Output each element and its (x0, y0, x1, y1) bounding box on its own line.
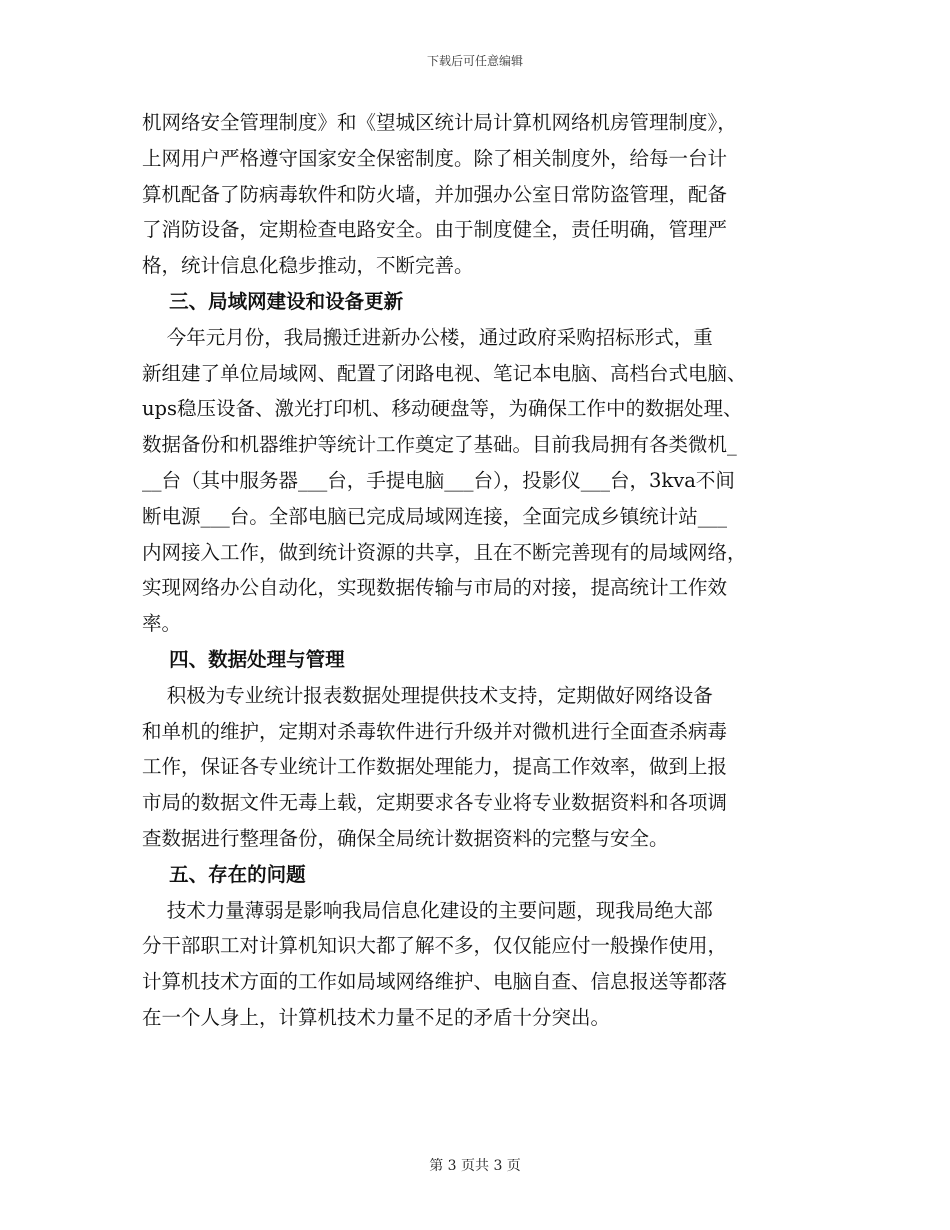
text-line: 算机配备了防病毒软件和防火墙，并加强办公室日常防盗管理，配备 (142, 182, 728, 206)
section-heading: 五、存在的问题 (142, 862, 306, 886)
text-line: 在一个人身上，计算机技术力量不足的矛盾十分突出。 (142, 1005, 611, 1029)
text-line: 查数据进行整理备份，确保全局统计数据资料的完整与安全。 (142, 826, 669, 850)
text-line: 率。 (142, 612, 182, 636)
text-line: __台（其中服务器___台，手提电脑___台），投影仪___台，3kva不间 (142, 468, 735, 492)
text-line: 计算机技术方面的工作如局域网络维护、电脑自查、信息报送等都落 (142, 970, 728, 994)
text-line: 分干部职工对计算机知识大都了解不多，仅仅能应付一般操作使用， (142, 934, 728, 958)
text-line: 新组建了单位局域网、配置了闭路电视、笔记本电脑、高档台式电脑、 (142, 361, 747, 385)
text-line: 工作，保证各专业统计工作数据处理能力，提高工作效率，做到上报 (142, 755, 728, 779)
text-line: 实现网络办公自动化，实现数据传输与市局的对接，提高统计工作效 (142, 576, 728, 600)
text-line: 市局的数据文件无毒上载，定期要求各专业将专业数据资料和各项调 (142, 791, 728, 815)
section-heading: 四、数据处理与管理 (142, 647, 345, 671)
text-line: 上网用户严格遵守国家安全保密制度。除了相关制度外，给每一台计 (142, 146, 728, 170)
text-line: 了消防设备，定期检查电路安全。由于制度健全，责任明确，管理严 (142, 218, 728, 242)
section-heading: 三、局域网建设和设备更新 (142, 289, 404, 313)
text-line: 和单机的维护，定期对杀毒软件进行升级并对微机进行全面查杀病毒 (142, 719, 728, 743)
text-line: 格，统计信息化稳步推动，不断完善。 (142, 254, 474, 278)
document-body (142, 105, 808, 1036)
page-footer: 第 3 页共 3 页 (429, 1158, 521, 1174)
text-line: ups稳压设备、激光打印机、移动硬盘等，为确保工作中的数据处理、 (142, 397, 743, 421)
text-line: 断电源___台。全部电脑已完成局域网连接，全面完成乡镇统计站___ (142, 504, 728, 528)
text-line: 数据备份和机器维护等统计工作奠定了基础。目前我局拥有各类微机_ (142, 433, 737, 457)
text-line: 机网络安全管理制度》和《望城区统计局计算机网络机房管理制度》， (142, 111, 737, 134)
text-line: 内网接入工作，做到统计资源的共享，且在不断完善现有的局域网络， (142, 540, 747, 564)
text-line: 积极为专业统计报表数据处理提供技术支持，定期做好网络设备 (142, 683, 713, 707)
text-line: 技术力量薄弱是影响我局信息化建设的主要问题，现我局绝大部 (142, 898, 713, 922)
text-line: 今年元月份，我局搬迁进新办公楼，通过政府采购招标形式，重 (142, 325, 713, 349)
page-header: 下载后可任意编辑 (426, 54, 523, 68)
